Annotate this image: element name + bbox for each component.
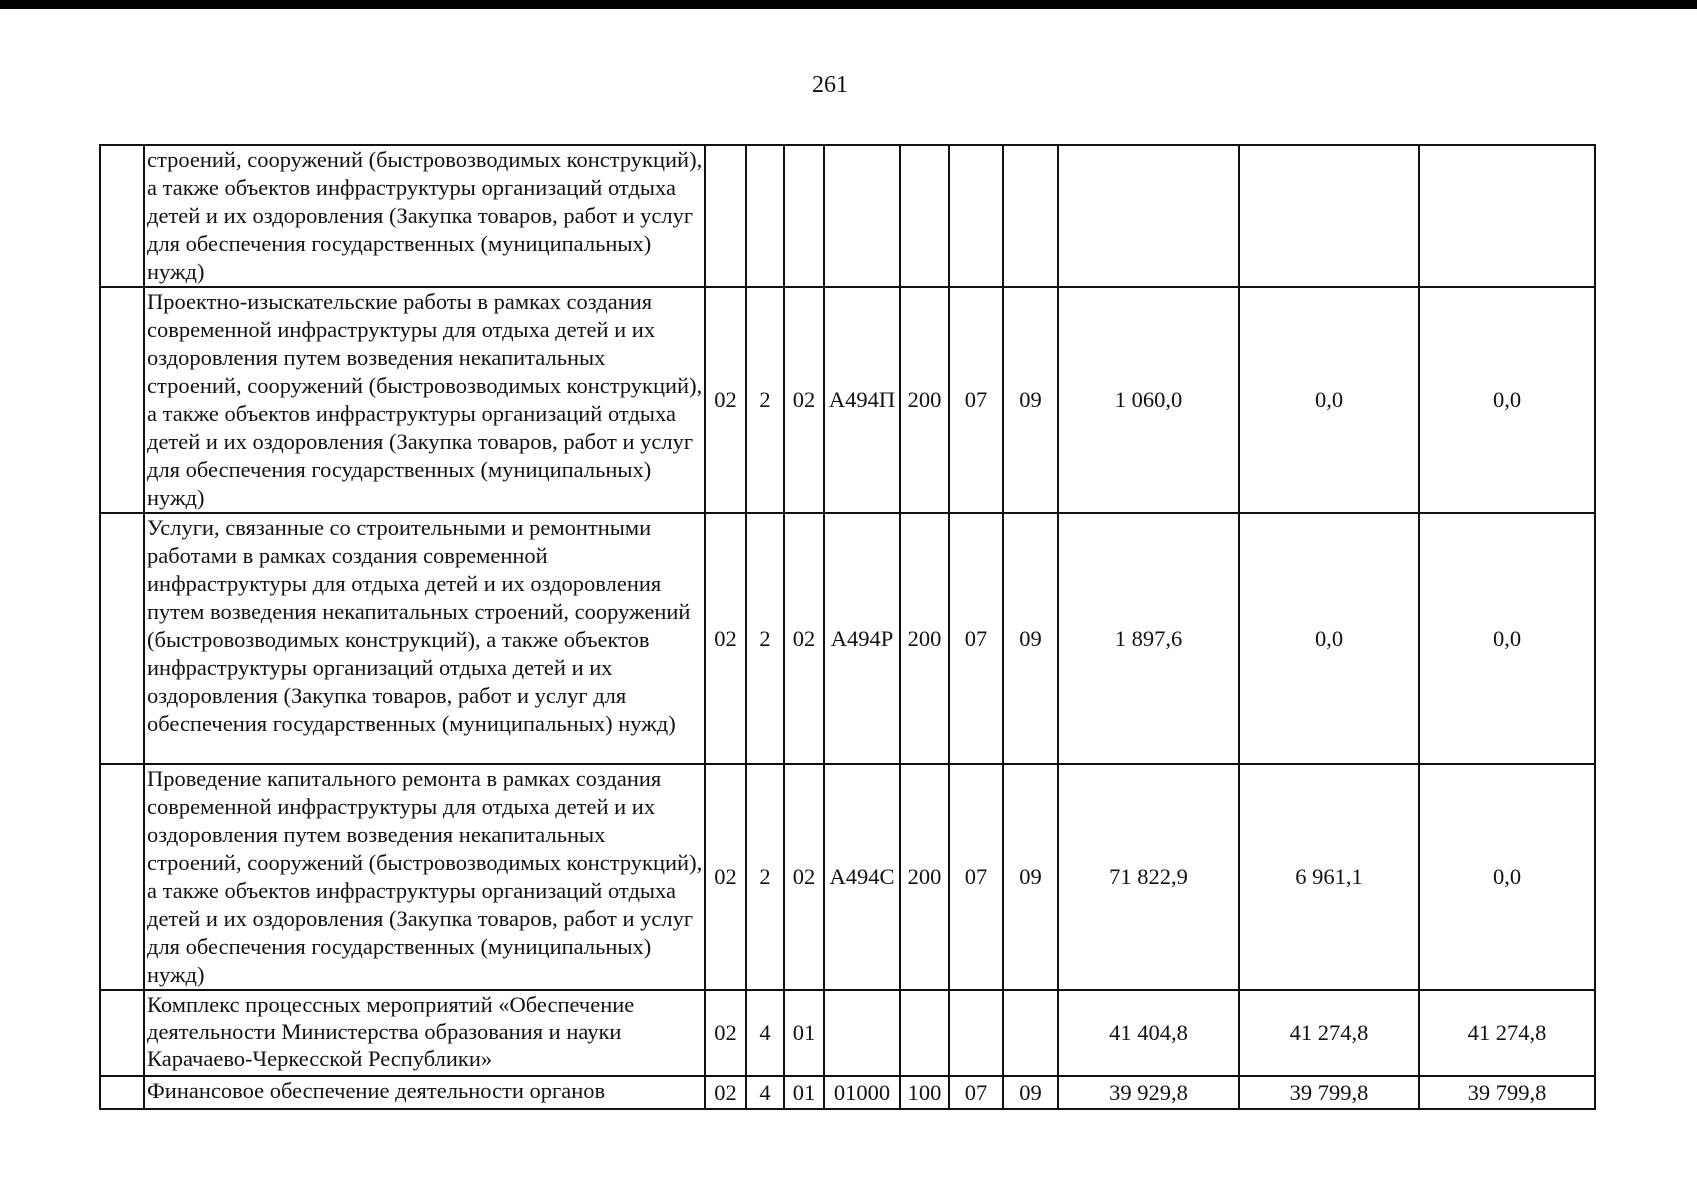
amount-year-1 — [1058, 145, 1239, 287]
amount-year-3 — [1419, 145, 1595, 287]
row-number-cell — [100, 513, 144, 764]
code-expense-type: 200 — [900, 764, 949, 990]
table-row — [100, 287, 1595, 513]
code-direction: А494П — [824, 287, 900, 513]
code-subprogram: 4 — [746, 990, 784, 1076]
code-section: 07 — [949, 287, 1003, 513]
code-expense-type: 200 — [900, 513, 949, 764]
code-program: 02 — [705, 513, 746, 764]
page-number: 261 — [812, 72, 848, 98]
budget-table — [99, 144, 1596, 1110]
code-expense-type — [900, 145, 949, 287]
code-event: 02 — [784, 513, 824, 764]
row-number-cell — [100, 1076, 144, 1109]
row-description: строений, сооружений (быстровозводимых конструкций), а также объектов инфраструктуры организаций отдыха детей и их оздоровления (Закупка товаров, работ и услуг для обеспечения государственных (муниципальных) нужд) — [144, 145, 705, 287]
table-row — [100, 990, 1595, 1076]
amount-year-2: 39 799,8 — [1239, 1076, 1419, 1109]
amount-year-2: 41 274,8 — [1239, 990, 1419, 1076]
code-event: 01 — [784, 990, 824, 1076]
code-subprogram: 2 — [746, 764, 784, 990]
row-number-cell — [100, 990, 144, 1076]
code-direction: 01000 — [824, 1076, 900, 1109]
code-subsection: 09 — [1003, 764, 1058, 990]
code-section — [949, 990, 1003, 1076]
code-subsection — [1003, 990, 1058, 1076]
code-subprogram: 2 — [746, 513, 784, 764]
amount-year-2 — [1239, 145, 1419, 287]
amount-year-1: 1 060,0 — [1058, 287, 1239, 513]
code-subsection: 09 — [1003, 287, 1058, 513]
table-row — [100, 513, 1595, 764]
amount-year-3: 39 799,8 — [1419, 1076, 1595, 1109]
code-subprogram — [746, 145, 784, 287]
code-event: 02 — [784, 287, 824, 513]
code-section: 07 — [949, 1076, 1003, 1109]
row-description: Проведение капитального ремонта в рамках создания современной инфраструктуры для отдыха детей и их оздоровления путем возведения некапитальных строений, сооружений (быстровозводимых конструкций), а также объектов инфраструктуры организаций отдыха детей и их оздоровления (Закупка товаров, работ и услуг для обеспечения государственных (муниципальных) нужд) — [144, 764, 705, 990]
code-program: 02 — [705, 1076, 746, 1109]
amount-year-3: 0,0 — [1419, 513, 1595, 764]
row-description: Проектно-изыскательские работы в рамках создания современной инфраструктуры для отдыха детей и их оздоровления путем возведения некапитальных строений, сооружений (быстровозводимых конструкций), а также объектов инфраструктуры организаций отдыха детей и их оздоровления (Закупка товаров, работ и услуг для обеспечения государственных (муниципальных) нужд) — [144, 287, 705, 513]
amount-year-1: 1 897,6 — [1058, 513, 1239, 764]
table-row — [100, 145, 1595, 287]
code-program: 02 — [705, 990, 746, 1076]
code-direction: А494С — [824, 764, 900, 990]
amount-year-1: 71 822,9 — [1058, 764, 1239, 990]
code-program — [705, 145, 746, 287]
code-program: 02 — [705, 287, 746, 513]
code-subprogram: 2 — [746, 287, 784, 513]
row-number-cell — [100, 764, 144, 990]
code-subsection: 09 — [1003, 513, 1058, 764]
code-section — [949, 145, 1003, 287]
row-number-cell — [100, 287, 144, 513]
code-program: 02 — [705, 764, 746, 990]
row-description: Услуги, связанные со строительными и ремонтными работами в рамках создания современной инфраструктуры для отдыха детей и их оздоровления путем возведения некапитальных строений, сооружений (быстровозводимых конструкций), а также объектов инфраструктуры организаций отдыха детей и их оздоровления (Закупка товаров, работ и услуг для обеспечения государственных (муниципальных) нужд) — [144, 513, 705, 764]
amount-year-1: 41 404,8 — [1058, 990, 1239, 1076]
amount-year-3: 0,0 — [1419, 764, 1595, 990]
amount-year-2: 0,0 — [1239, 513, 1419, 764]
code-direction — [824, 990, 900, 1076]
amount-year-2: 0,0 — [1239, 287, 1419, 513]
code-event: 02 — [784, 764, 824, 990]
code-direction: А494Р — [824, 513, 900, 764]
row-description: Финансовое обеспечение деятельности органов — [144, 1076, 705, 1109]
amount-year-2: 6 961,1 — [1239, 764, 1419, 990]
amount-year-3: 0,0 — [1419, 287, 1595, 513]
scan-top-edge — [0, 0, 1697, 9]
amount-year-3: 41 274,8 — [1419, 990, 1595, 1076]
table-row — [100, 764, 1595, 990]
code-expense-type — [900, 990, 949, 1076]
code-subprogram: 4 — [746, 1076, 784, 1109]
code-event: 01 — [784, 1076, 824, 1109]
code-event — [784, 145, 824, 287]
amount-year-1: 39 929,8 — [1058, 1076, 1239, 1109]
code-section: 07 — [949, 513, 1003, 764]
row-description: Комплекс процессных мероприятий «Обеспечение деятельности Министерства образования и науки Карачаево-Черкесской Республики» — [144, 990, 705, 1076]
code-subsection: 09 — [1003, 1076, 1058, 1109]
row-number-cell — [100, 145, 144, 287]
code-expense-type: 200 — [900, 287, 949, 513]
code-section: 07 — [949, 764, 1003, 990]
code-expense-type: 100 — [900, 1076, 949, 1109]
code-direction — [824, 145, 900, 287]
code-subsection — [1003, 145, 1058, 287]
table-row — [100, 1076, 1595, 1109]
